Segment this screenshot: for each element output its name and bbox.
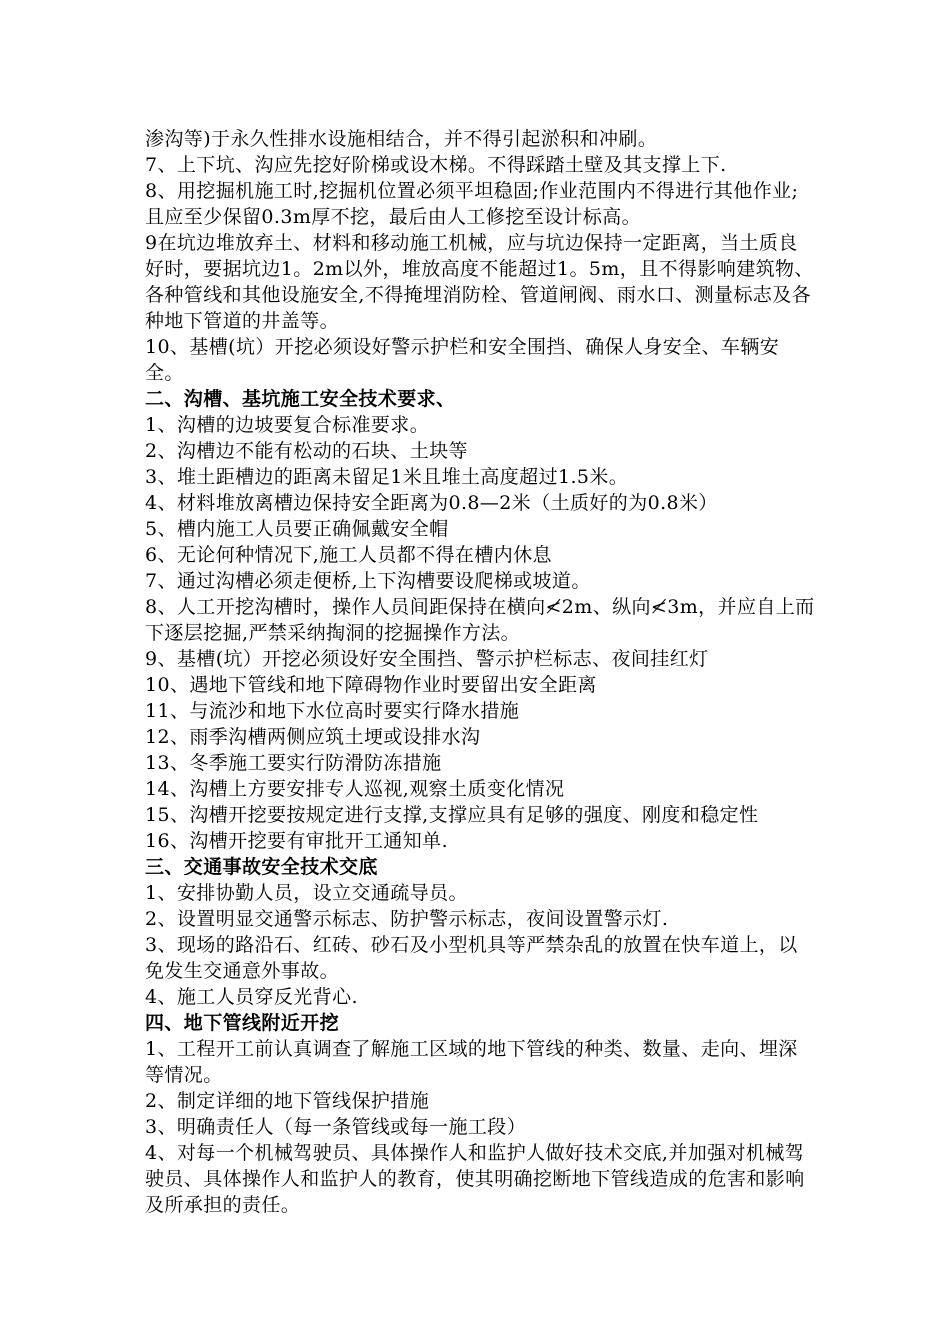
paragraph: 8、用挖掘机施工时,挖掘机位置必须平坦稳固;作业范围内不得进行其他作业;且应至少保留0.3m厚不挖，最后由人工修挖至设计标高。 (145, 180, 799, 228)
paragraph: 13、冬季施工要实行防滑防冻措施 (145, 752, 442, 774)
paragraph: 9在坑边堆放弃土、材料和移动施工机械，应与坑边保持一定距离，当土质良好时，要据坑边1。2m以外，堆放高度不能超过1。5m，且不得影响建筑物、各种管线和其他设施安全,不得掩埋消防栓、管道闸阀、雨水口、测量标志及各种地下管道的井盖等。 (145, 232, 814, 332)
paragraph: 6、无论何种情况下,施工人员都不得在槽内休息 (145, 544, 552, 566)
paragraph: 10、基槽(坑）开挖必须设好警示护栏和安全围挡、确保人身安全、车辆安全。 (145, 336, 780, 384)
paragraph: 1、沟槽的边坡要复合标准要求。 (145, 414, 430, 436)
paragraph: 1、安排协勤人员，设立交通疏导员。 (145, 882, 468, 904)
paragraph: 4、材料堆放离槽边保持安全距离为0.8—2米（土质好的为0.8米） (145, 492, 718, 514)
document-body (145, 126, 815, 1218)
paragraph: 11、与流沙和地下水位高时要实行降水措施 (145, 700, 520, 722)
paragraph: 12、雨季沟槽两侧应筑土埂或设排水沟 (145, 726, 481, 748)
paragraph: 8、人工开挖沟槽时，操作人员间距保持在横向≮2m、纵向≮3m，并应自上而下逐层挖掘,严禁采纳掏洞的挖掘操作方法。 (145, 596, 815, 644)
paragraph: 5、槽内施工人员要正确佩戴安全帽 (145, 518, 449, 540)
paragraph: 3、明确责任人（每一条管线或每一施工段） (145, 1116, 527, 1138)
paragraph: 1、工程开工前认真调查了解施工区域的地下管线的种类、数量、走向、埋深等情况。 (145, 1038, 798, 1086)
paragraph: 16、沟槽开挖要有审批开工通知单. (145, 830, 449, 852)
paragraph: 4、施工人员穿反光背心. (145, 986, 358, 1008)
paragraph: 15、沟槽开挖要按规定进行支撑,支撑应具有足够的强度、刚度和稳定性 (145, 804, 759, 826)
paragraph: 7、通过沟槽必须走便桥,上下沟槽要设爬梯或坡道。 (145, 570, 591, 592)
paragraph: 4、对每一个机械驾驶员、具体操作人和监护人做好技术交底,并加强对机械驾驶员、具体操作人和监护人的教育，使其明确挖断地下管线造成的危害和影响及所承担的责任。 (145, 1142, 805, 1216)
paragraph: 3、现场的路沿石、红砖、砂石及小型机具等严禁杂乱的放置在快车道上，以免发生交通意外事故。 (145, 934, 798, 982)
paragraph: 3、堆土距槽边的距离未留足1米且堆土高度超过1.5米。 (145, 466, 629, 488)
section-heading-4: 四、地下管线附近开挖 (145, 1012, 340, 1034)
paragraph: 渗沟等)于永久性排水设施相结合，并不得引起淤积和冲刷。 (145, 128, 658, 150)
paragraph: 7、上下坑、沟应先挖好阶梯或设木梯。不得踩踏土壁及其支撑上下. (145, 154, 727, 176)
paragraph: 10、遇地下管线和地下障碍物作业时要留出安全距离 (145, 674, 597, 696)
paragraph: 2、制定详细的地下管线保护措施 (145, 1090, 430, 1112)
paragraph: 2、设置明显交通警示标志、防护警示标志，夜间设置警示灯. (145, 908, 669, 930)
section-heading-2: 二、沟槽、基坑施工安全技术要求、 (145, 388, 456, 410)
paragraph: 14、沟槽上方要安排专人巡视,观察土质变化情况 (145, 778, 565, 800)
paragraph: 9、基槽(坑）开挖必须设好安全围挡、警示护栏标志、夜间挂红灯 (145, 648, 709, 670)
paragraph: 2、沟槽边不能有松动的石块、土块等 (145, 440, 468, 462)
section-heading-3: 三、交通事故安全技术交底 (145, 856, 378, 878)
